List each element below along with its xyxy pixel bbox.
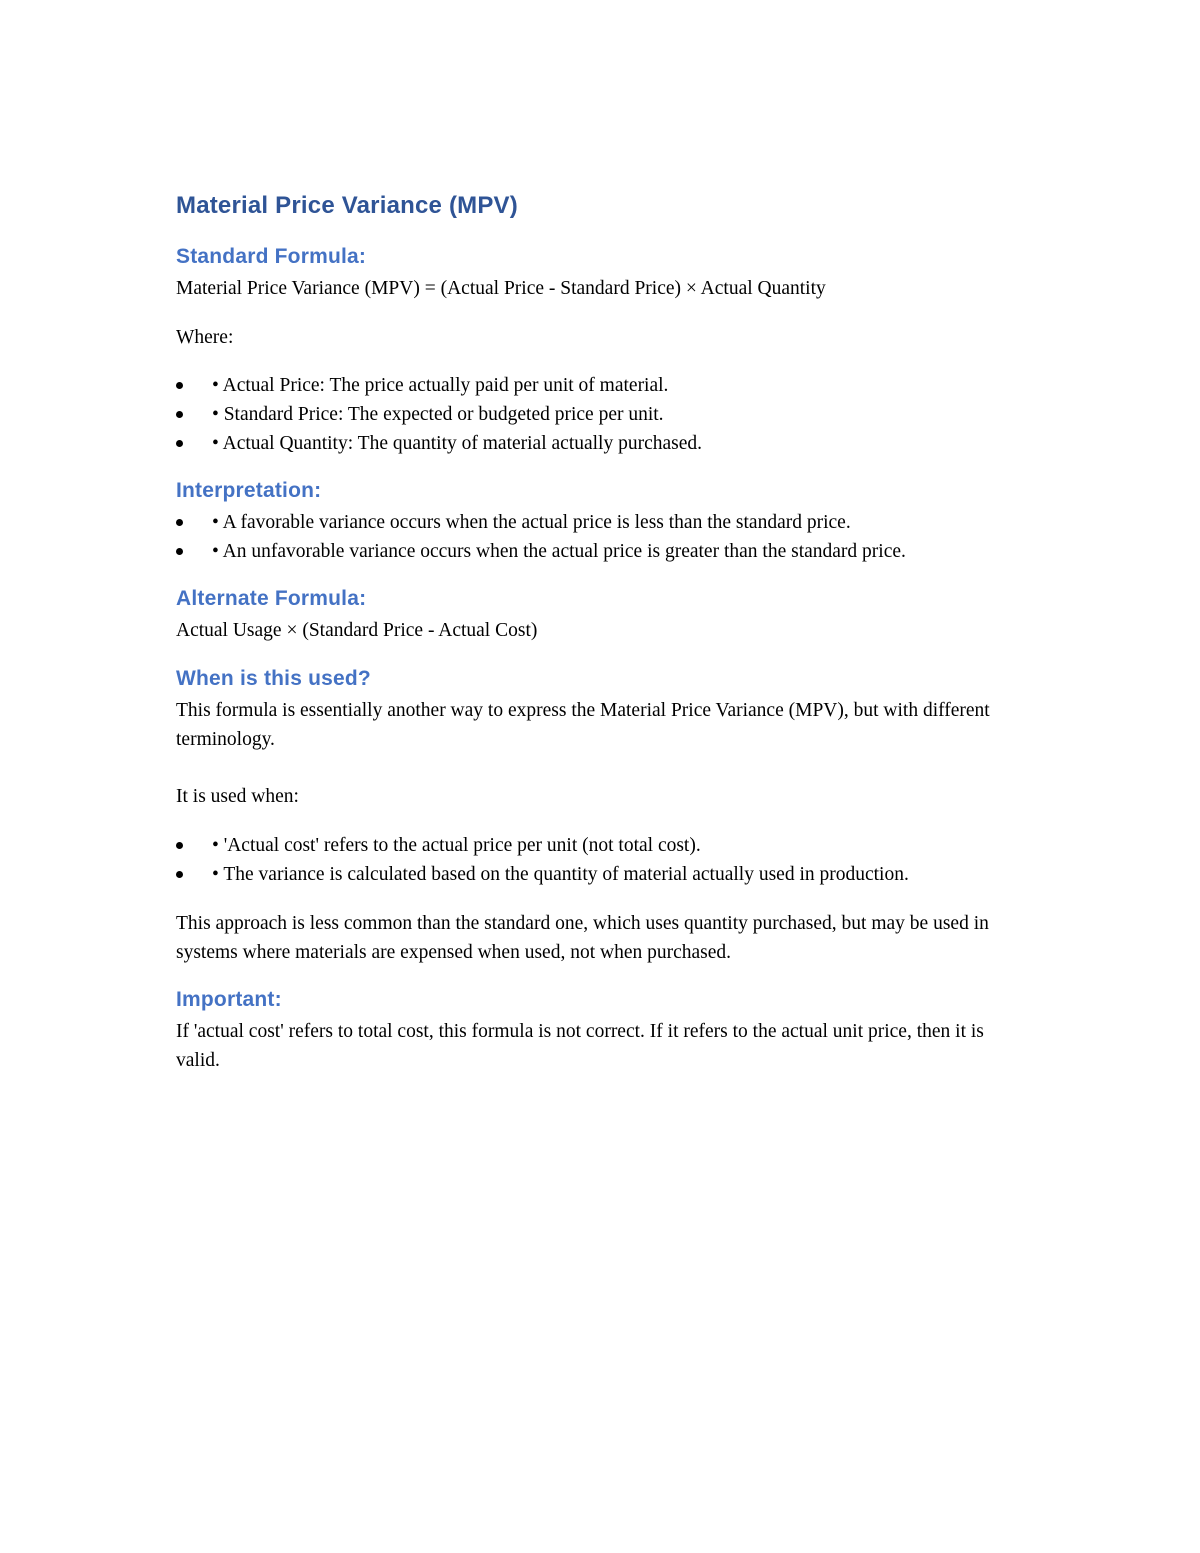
approach-paragraph: This approach is less common than the standard one, which uses quantity purchased, but may be used in systems where materials are expensed when used, not when purchased. bbox=[176, 913, 989, 963]
bullet-icon bbox=[176, 440, 183, 447]
document-page bbox=[176, 188, 1016, 1075]
used-when-bullet-list bbox=[176, 831, 1016, 889]
document-title: Material Price Variance (MPV) bbox=[176, 192, 518, 219]
when-used-heading: When is this used? bbox=[176, 667, 371, 690]
bullet-icon bbox=[176, 411, 183, 418]
list-item: • The variance is calculated based on the quantity of material actually used in production. bbox=[176, 860, 1016, 889]
interpretation-heading: Interpretation: bbox=[176, 479, 322, 502]
bullet-icon bbox=[176, 519, 183, 526]
list-item: • Actual Quantity: The quantity of material actually purchased. bbox=[176, 429, 1016, 458]
used-when-intro: It is used when: bbox=[176, 786, 299, 807]
list-item: • A favorable variance occurs when the actual price is less than the standard price. bbox=[176, 508, 1016, 537]
interpretation-bullet-list bbox=[176, 508, 1016, 566]
bullet-icon bbox=[176, 871, 183, 878]
list-item: • Actual Price: The price actually paid per unit of material. bbox=[176, 371, 1016, 400]
standard-formula-text: Material Price Variance (MPV) = (Actual Price - Standard Price) × Actual Quantity bbox=[176, 278, 826, 299]
bullet-icon bbox=[176, 548, 183, 555]
bullet-icon bbox=[176, 842, 183, 849]
important-heading: Important: bbox=[176, 988, 282, 1011]
list-item: • Standard Price: The expected or budgeted price per unit. bbox=[176, 400, 1016, 429]
standard-formula-heading: Standard Formula: bbox=[176, 245, 367, 268]
list-item: • 'Actual cost' refers to the actual price per unit (not total cost). bbox=[176, 831, 1016, 860]
list-item: • An unfavorable variance occurs when the actual price is greater than the standard price. bbox=[176, 537, 1016, 566]
when-used-paragraph: This formula is essentially another way to express the Material Price Variance (MPV), but with different terminology. bbox=[176, 700, 990, 750]
standard-bullet-list bbox=[176, 371, 1016, 458]
alternate-formula-text: Actual Usage × (Standard Price - Actual Cost) bbox=[176, 620, 538, 641]
alternate-formula-heading: Alternate Formula: bbox=[176, 587, 367, 610]
important-text: If 'actual cost' refers to total cost, this formula is not correct. If it refers to the actual unit price, then it is valid. bbox=[176, 1021, 984, 1071]
bullet-icon bbox=[176, 382, 183, 389]
where-label: Where: bbox=[176, 327, 234, 348]
